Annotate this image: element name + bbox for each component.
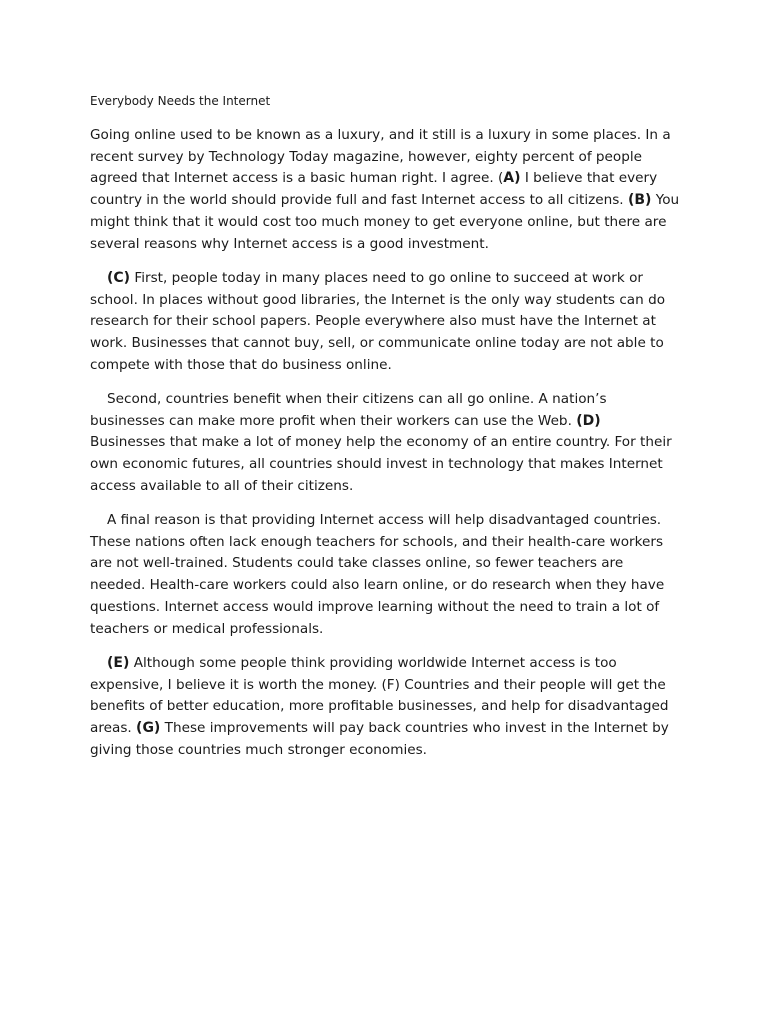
paragraph-text: First, people today in many places need to go online to succeed at work or school. In places without good libraries, the Internet is the only way students can do research for their school papers. People everywhere also must have the Internet at work. Businesses that cannot buy, sell, or communicate online today are not able to compete with those that do business online. xyxy=(90,269,666,373)
marker-a: A) xyxy=(503,170,521,187)
paragraph-conclusion xyxy=(90,653,680,762)
paragraph-intro xyxy=(90,125,680,255)
document-body xyxy=(90,91,680,774)
paragraph-final-reason xyxy=(90,510,680,640)
paragraph-text: You might think that it would cost too much money to get everyone online, but there are several reasons why Internet access is a good investment. xyxy=(90,192,680,252)
paragraph-text: A final reason is that providing Internet access will help disadvantaged countries. These nations often lack enough teachers for schools, and their health-care workers are not well-trained. Students could take classes online, so fewer teachers are needed. Health-care workers could also learn online, or do research when they have questions. Internet access would improve learning without the need to train a lot of teachers or medical professionals. xyxy=(90,512,665,637)
paragraph-second-reason xyxy=(90,389,680,498)
marker-b: (B) xyxy=(627,192,652,209)
paragraph-text: Although some people think providing worldwide Internet access is too expensive, I believe it is worth the money. (F) Countries and their people will get the benefits of better education, more profitable businesses, and help for disadvantaged areas. xyxy=(90,654,669,736)
marker-d: (D) xyxy=(576,412,601,429)
marker-e: (E) xyxy=(107,654,130,671)
paragraph-first-reason xyxy=(90,268,680,377)
marker-c: (C) xyxy=(107,269,131,286)
paragraph-text: Businesses that make a lot of money help the economy of an entire country. For their own economic futures, all countries should invest in technology that makes Internet access available to all of their citizens. xyxy=(90,434,672,494)
paragraph-text: These improvements will pay back countries who invest in the Internet by giving those countries much stronger economies. xyxy=(90,719,669,758)
paragraph-text: I believe that every country in the world should provide full and fast Internet access to all citizens. xyxy=(90,170,658,209)
document-title: Everybody Needs the Internet xyxy=(90,94,271,108)
paragraph-text: Going online used to be known as a luxury, and it still is a luxury in some places. In a recent survey by Technology Today magazine, however, eighty percent of people agreed that Internet access is a basic human right. I agree. ( xyxy=(90,127,671,187)
marker-g: (G) xyxy=(136,719,161,736)
paragraph-text: Second, countries benefit when their citizens can all go online. A nation’s businesses can make more profit when their workers can use the Web. xyxy=(90,390,607,429)
